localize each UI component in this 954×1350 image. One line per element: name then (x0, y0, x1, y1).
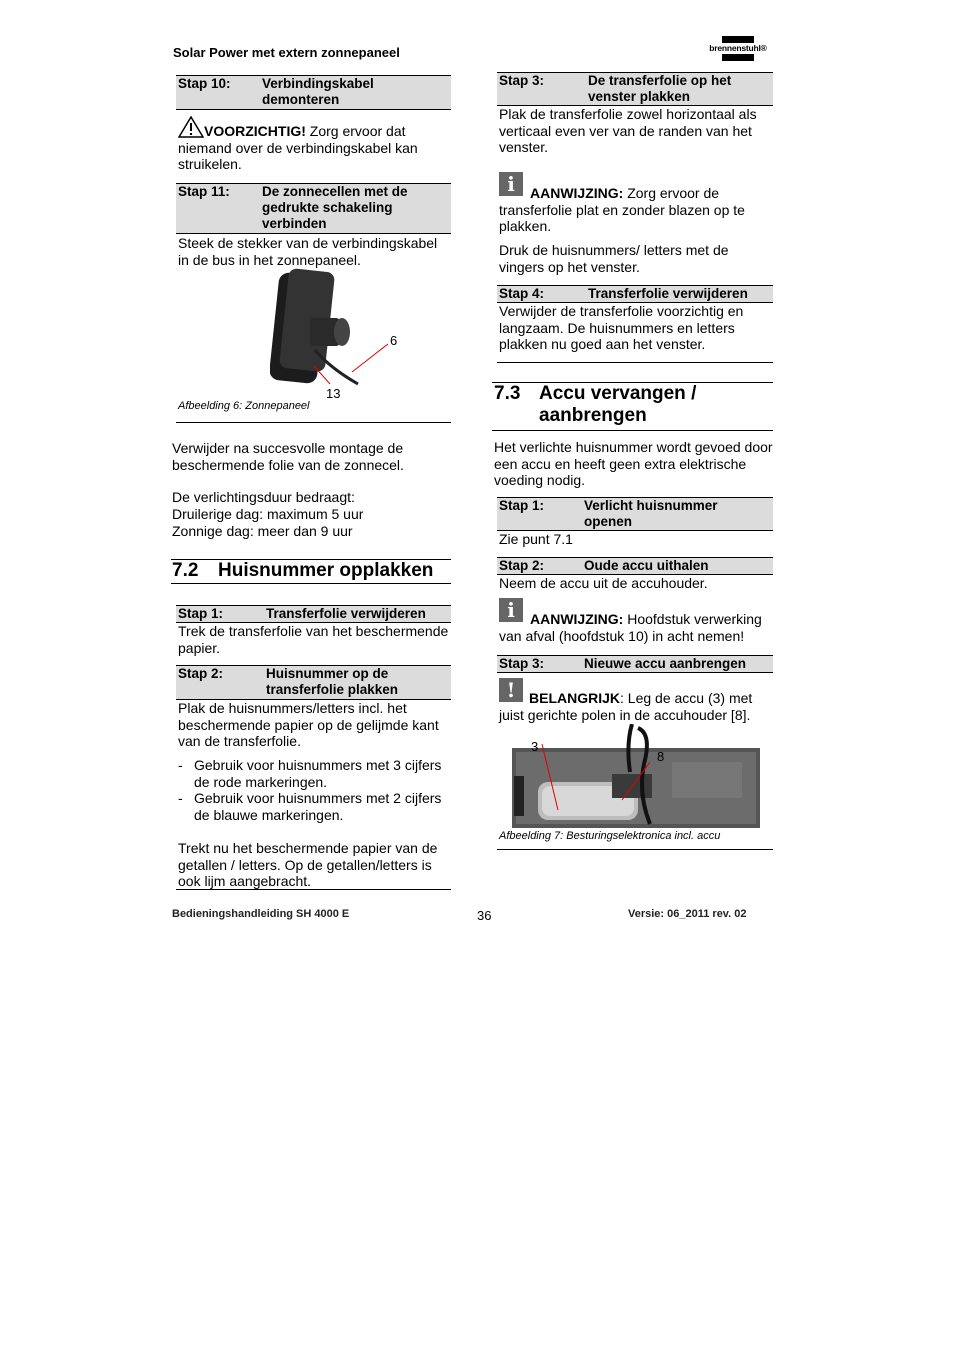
note-block-2 (499, 611, 773, 644)
step-number: Stap 2: (178, 666, 224, 681)
section-7-3-intro: Het verlichte huisnummer wordt gevoed door een accu en heeft geen extra elektrische voeding nodig. (494, 439, 773, 488)
important-text: : Leg de accu (3) met juist gerichte polen in de accuhouder [8]. (499, 690, 753, 723)
after-install-text: Verwijder na succesvolle montage de beschermende folie van de zonnecel. (172, 440, 404, 473)
s73-step-1-header (497, 497, 773, 531)
figure-7-caption: Afbeelding 7: Besturingselektronica incl. accu (499, 830, 721, 842)
section-title: Huisnummer opplakken (218, 560, 434, 581)
divider (171, 583, 451, 584)
section-7-2-heading (172, 560, 452, 582)
figure-label-13: 13 (326, 386, 341, 401)
s72-step-2-header (176, 665, 451, 700)
section-number: 7.3 (494, 383, 521, 404)
step-number: Stap 11: (178, 184, 230, 199)
divider (176, 422, 451, 423)
note-label: AANWIJZING: (530, 185, 624, 201)
duration-rainy: Druilerige dag: maximum 5 uur (172, 506, 364, 522)
step-title: Transferfolie verwijderen (266, 606, 426, 621)
warning-triangle-icon (178, 116, 204, 138)
note-label: AANWIJZING: (530, 611, 624, 627)
important-label: BELANGRIJK (529, 690, 621, 706)
step-number: Stap 3: (499, 73, 545, 88)
s72-step-2-end-text: Trekt nu het beschermende papier van de getallen / letters. Op de getallen/letters is ook lijm aangebracht. (178, 840, 438, 889)
divider (497, 849, 773, 850)
note-text: Zorg ervoor de transferfolie plat en zonder blazen op te plakken. (499, 185, 745, 234)
bullet-dash: - (178, 790, 183, 806)
divider (176, 889, 451, 890)
divider (492, 430, 773, 431)
note-text: Hoofdstuk verwerking van afval (hoofdstuk 10) in acht nemen! (499, 611, 762, 644)
section-title: Accu vervangen / aanbrengen (539, 383, 697, 426)
page-header-title: Solar Power met extern zonnepaneel (173, 45, 400, 60)
step-title: De transferfolie op het venster plakken (588, 73, 732, 104)
step-number: Stap 2: (499, 558, 545, 573)
figure-label-3: 3 (531, 739, 539, 754)
footer-manual-title: Bedieningshandleiding SH 4000 E (172, 908, 350, 920)
step-title: Oude accu uithalen (584, 558, 709, 573)
s73-step-3-header (497, 655, 773, 673)
s73-step-2-header (497, 557, 773, 575)
step-title: Huisnummer op de transferfolie plakken (266, 666, 399, 697)
figure-label-6: 6 (390, 333, 398, 348)
important-block (499, 690, 773, 723)
step-title: Verlicht huisnummer openen (584, 498, 718, 529)
warning-label: VOORZICHTIG! (204, 123, 306, 139)
section-7-3-heading (494, 383, 774, 429)
step-number: Stap 1: (499, 498, 545, 513)
section-number: 7.2 (172, 560, 199, 581)
step-title: De zonnecellen met de gedrukte schakeling verbinden (262, 184, 408, 231)
duration-title: De verlichtingsduur bedraagt: (172, 489, 355, 505)
step-title: Verbindingskabel demonteren (262, 76, 374, 107)
electronics-board-image (512, 724, 760, 828)
bullet-dash: - (178, 757, 183, 773)
figure-label-8: 8 (657, 749, 665, 764)
step-title: Transferfolie verwijderen (588, 286, 748, 301)
s72-step-4-header (497, 285, 773, 303)
duration-sunny: Zonnige dag: meer dan 9 uur (172, 523, 353, 539)
note-block-1 (499, 185, 773, 235)
figure-6-caption: Afbeelding 6: Zonnepaneel (178, 400, 310, 412)
s72-step-2-text: Plak de huisnummers/letters incl. het beschermende papier op de gelijmde kant van de transferfolie. (178, 700, 439, 749)
divider (497, 362, 773, 363)
step-10-header (176, 75, 451, 110)
press-text: Druk de huisnummers/ letters met de vingers op het venster. (499, 242, 729, 275)
step-number: Stap 10: (178, 76, 231, 91)
brand-logo-text: brennenstuhl® (709, 43, 767, 53)
brand-logo (706, 36, 770, 61)
warning-text: Zorg ervoor dat niemand over de verbindingskabel kan struikelen. (178, 123, 418, 172)
s73-step-2-text: Neem de accu uit de accuhouder. (499, 575, 708, 591)
step-number: Stap 3: (499, 656, 545, 671)
info-icon: i (499, 172, 523, 196)
s72-step-1-text: Trek de transferfolie van het beschermende papier. (178, 623, 449, 656)
callout-lines (300, 330, 400, 400)
page-number: 36 (477, 908, 492, 923)
step-number: Stap 1: (178, 606, 224, 621)
warning-block (178, 116, 451, 173)
s72-step-4-text: Verwijder de transferfolie voorzichtig en langzaam. De huisnummers en letters plakken nu goed aan het venster. (499, 303, 744, 352)
s72-step-3-header (497, 72, 773, 106)
step-title: Nieuwe accu aanbrengen (584, 656, 747, 671)
footer-version: Versie: 06_2011 rev. 02 (628, 908, 747, 920)
s72-step-3-text: Plak de transferfolie zowel horizontaal als verticaal even ver van de randen van het venster. (499, 106, 757, 155)
step-11-header (176, 183, 451, 234)
s73-step-1-text: Zie punt 7.1 (499, 531, 573, 547)
exclamation-icon: ! (499, 678, 523, 702)
step-number: Stap 4: (499, 286, 545, 301)
info-icon: i (499, 598, 523, 622)
s72-step-1-header (176, 605, 451, 623)
step-11-text: Steek de stekker van de verbindingskabel in de bus in het zonnepaneel. (178, 235, 438, 268)
bullet-item: Gebruik voor huisnummers met 2 cijfers de blauwe markeringen. (194, 790, 442, 823)
bullet-item: Gebruik voor huisnummers met 3 cijfers de rode markeringen. (194, 757, 442, 790)
